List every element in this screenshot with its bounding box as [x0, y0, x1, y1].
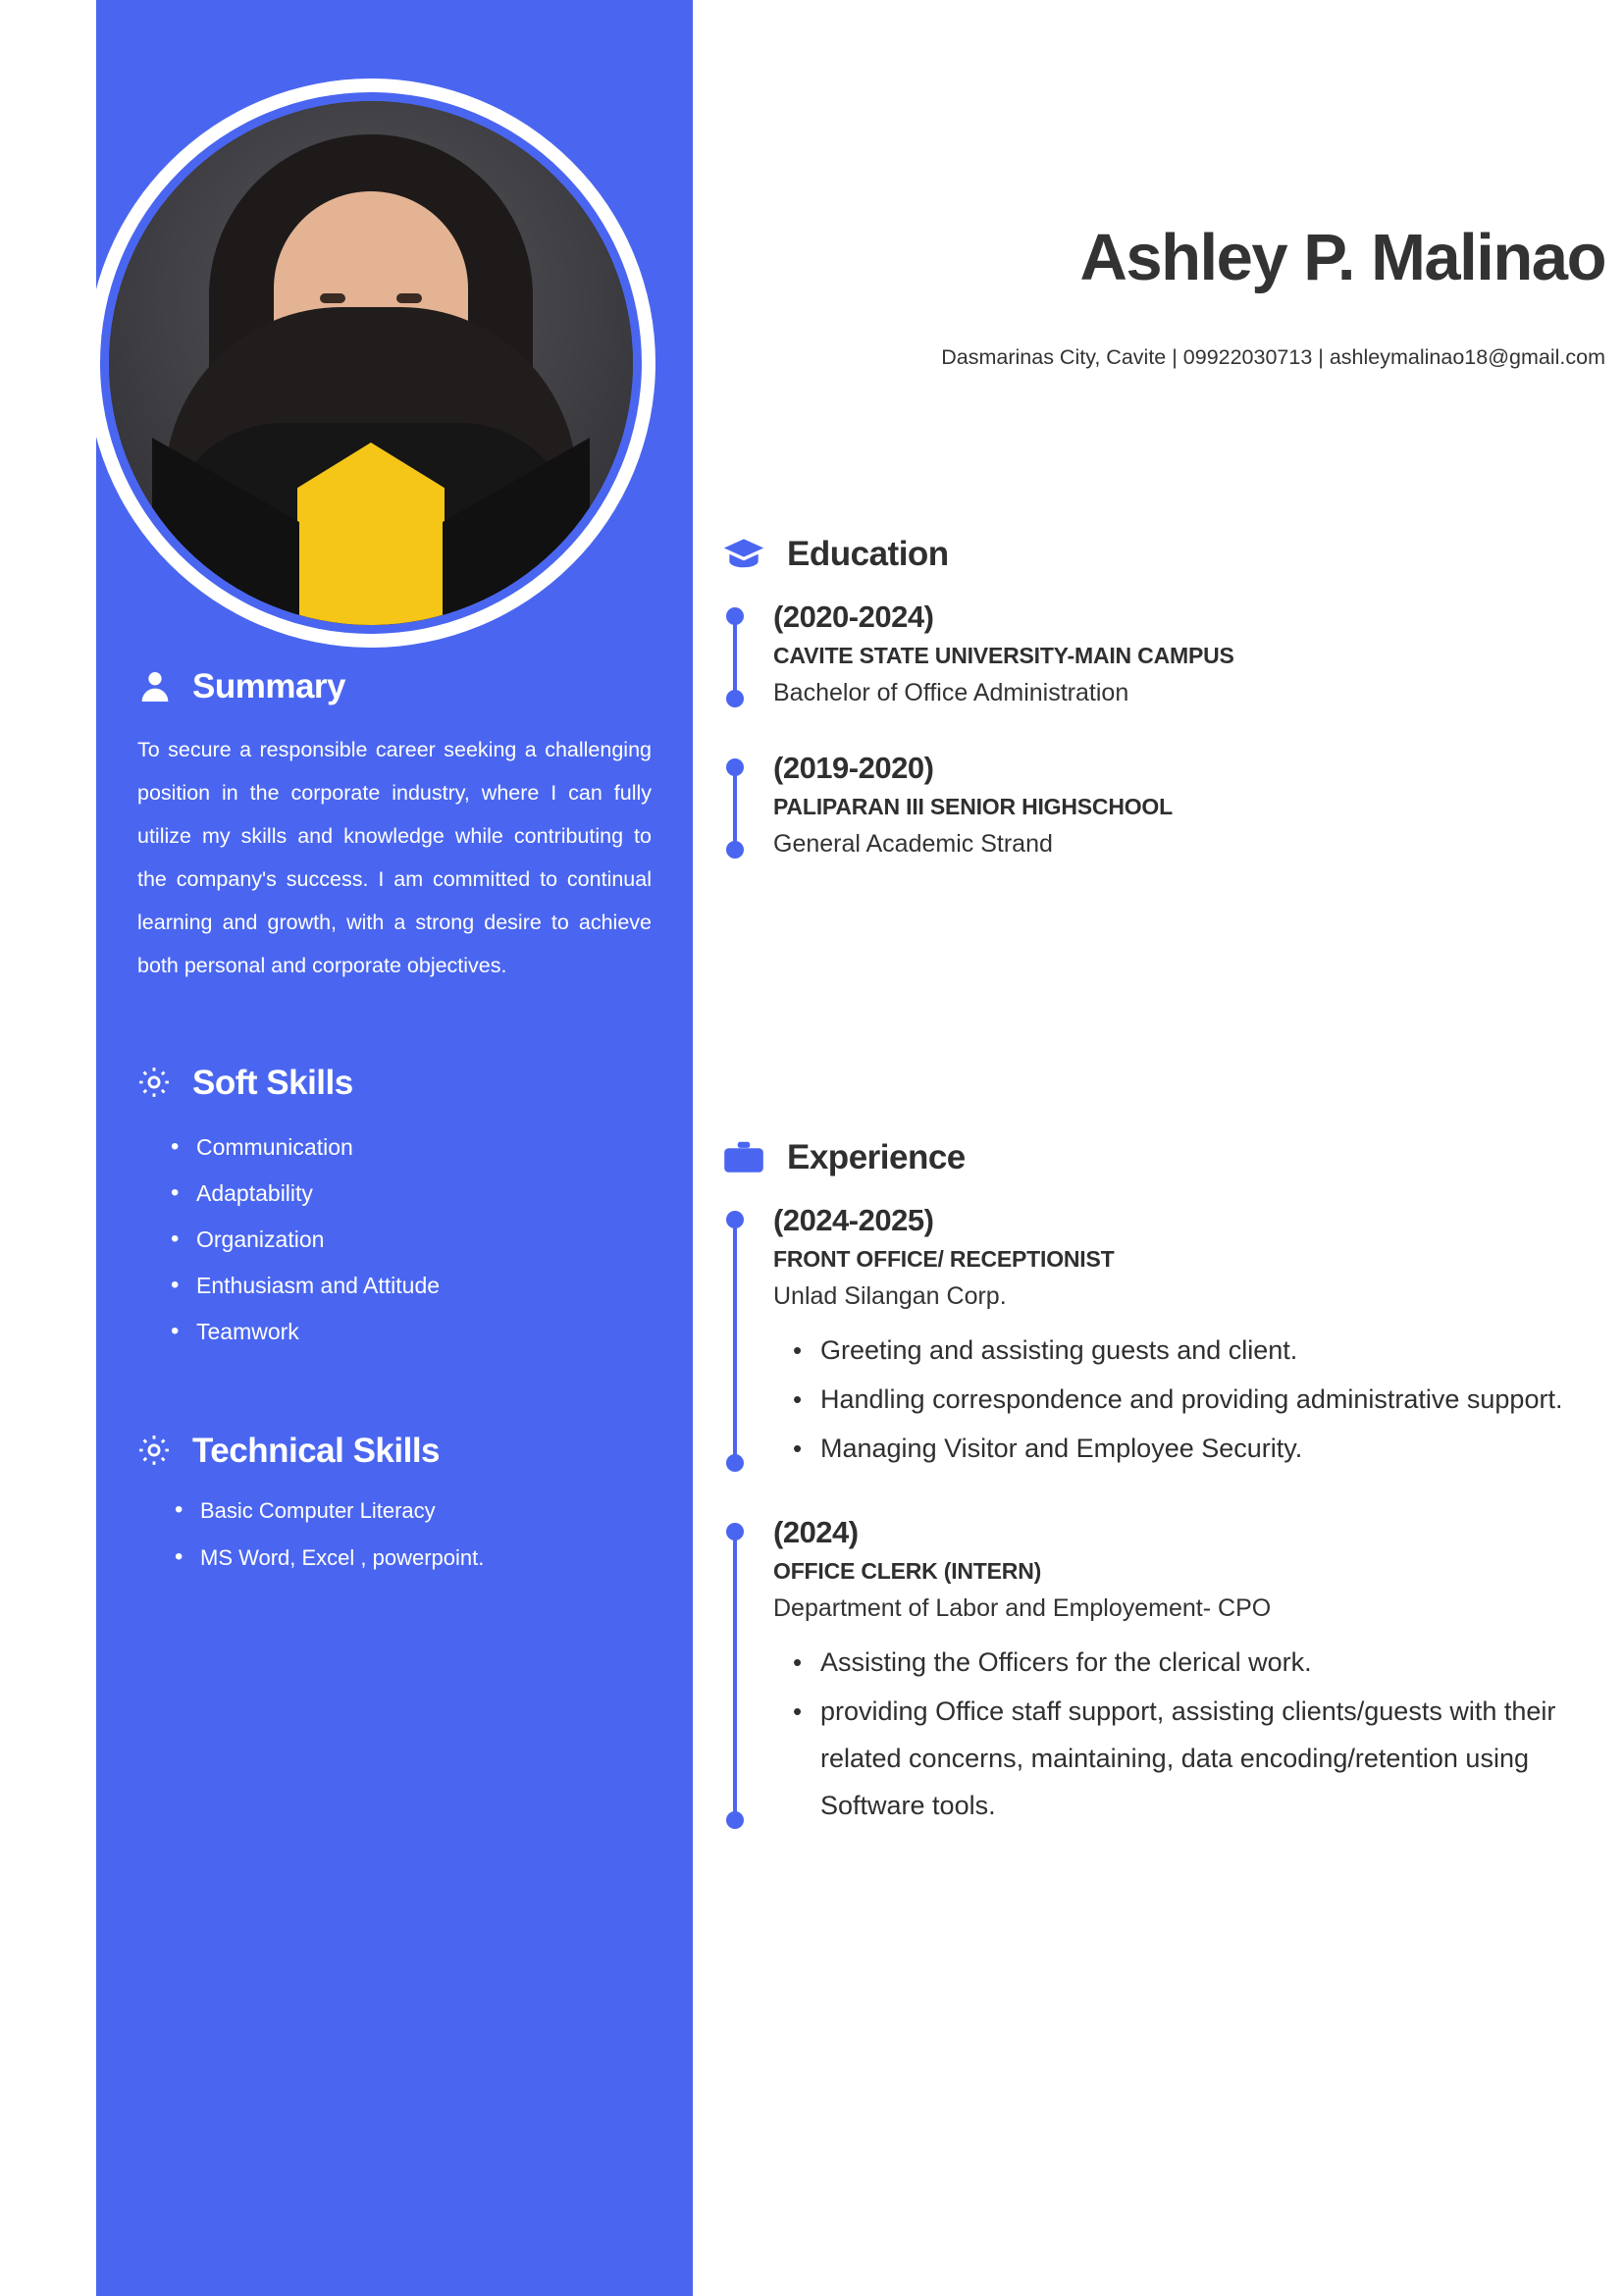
experience-entry — [722, 1203, 1586, 1472]
list-item: • Enthusiasm and Attitude — [196, 1263, 654, 1309]
gear-icon — [135, 1064, 175, 1103]
entry-detail: General Academic Strand — [773, 830, 1053, 858]
entry-years: (2019-2020) — [773, 751, 934, 785]
technical-skills-section — [135, 1432, 654, 1577]
avatar-photo — [109, 101, 633, 625]
soft-skills-title: Soft Skills — [192, 1064, 353, 1102]
list-item: • Handling correspondence and providing administrative support. — [820, 1376, 1586, 1423]
entry-organization: FRONT OFFICE/ RECEPTIONIST — [773, 1246, 1115, 1272]
list-item: • Greeting and assisting guests and client. — [820, 1327, 1586, 1374]
contact-line: Dasmarinas City, Cavite | 09922030713 | ashleymalinao18@gmail.com — [941, 345, 1605, 369]
education-entry — [722, 751, 1586, 859]
summary-text: To secure a responsible career seeking a challenging position in the corporate industry, where I can fully utilize my skills and knowledge while contributing to the company's success. I am committed to continual learning and growth, with a strong desire to achieve both personal and corporate objectives. — [137, 738, 652, 977]
entry-detail: Department of Labor and Employement- CPO — [773, 1594, 1272, 1622]
graduation-cap-icon — [722, 537, 765, 572]
experience-entry — [722, 1515, 1586, 1829]
list-item: • Assisting the Officers for the clerical work. — [820, 1639, 1586, 1686]
soft-skills-section — [135, 1064, 654, 1355]
list-item: • Managing Visitor and Employee Security. — [820, 1425, 1586, 1472]
summary-section — [135, 667, 654, 987]
gear-icon — [135, 1432, 175, 1471]
list-item: • Adaptability — [196, 1171, 654, 1217]
list-item: • Basic Computer Literacy — [200, 1492, 654, 1530]
education-title: Education — [787, 535, 949, 573]
list-item: • Teamwork — [196, 1309, 654, 1355]
summary-title: Summary — [192, 667, 346, 705]
experience-section — [722, 1138, 1586, 1862]
entry-organization: OFFICE CLERK (INTERN) — [773, 1558, 1042, 1584]
soft-skills-list — [135, 1124, 654, 1355]
entry-organization: CAVITE STATE UNIVERSITY-MAIN CAMPUS — [773, 643, 1234, 668]
entry-organization: PALIPARAN III SENIOR HIGHSCHOOL — [773, 794, 1173, 819]
entry-bullets — [773, 1327, 1586, 1472]
briefcase-icon — [722, 1140, 765, 1175]
technical-skills-title: Technical Skills — [192, 1432, 441, 1470]
person-icon — [135, 667, 175, 706]
entry-years: (2024-2025) — [773, 1203, 934, 1237]
entry-detail: Unlad Silangan Corp. — [773, 1282, 1007, 1310]
avatar-ring — [100, 92, 642, 634]
list-item: • providing Office staff support, assisting clients/guests with their related concerns, maintaining, data encoding/retention using Software tools. — [820, 1688, 1586, 1829]
experience-title: Experience — [787, 1138, 966, 1176]
education-section — [722, 535, 1586, 892]
entry-years: (2020-2024) — [773, 600, 934, 634]
list-item: • Organization — [196, 1217, 654, 1263]
entry-years: (2024) — [773, 1515, 859, 1549]
education-entry — [722, 600, 1586, 707]
avatar — [86, 78, 655, 648]
list-item: • Communication — [196, 1124, 654, 1171]
sidebar-content — [96, 667, 693, 1587]
page-title: Ashley P. Malinao — [1079, 221, 1605, 294]
entry-bullets — [773, 1639, 1586, 1829]
technical-skills-list — [135, 1492, 654, 1577]
entry-detail: Bachelor of Office Administration — [773, 679, 1129, 706]
list-item: • MS Word, Excel , powerpoint. — [200, 1539, 654, 1577]
